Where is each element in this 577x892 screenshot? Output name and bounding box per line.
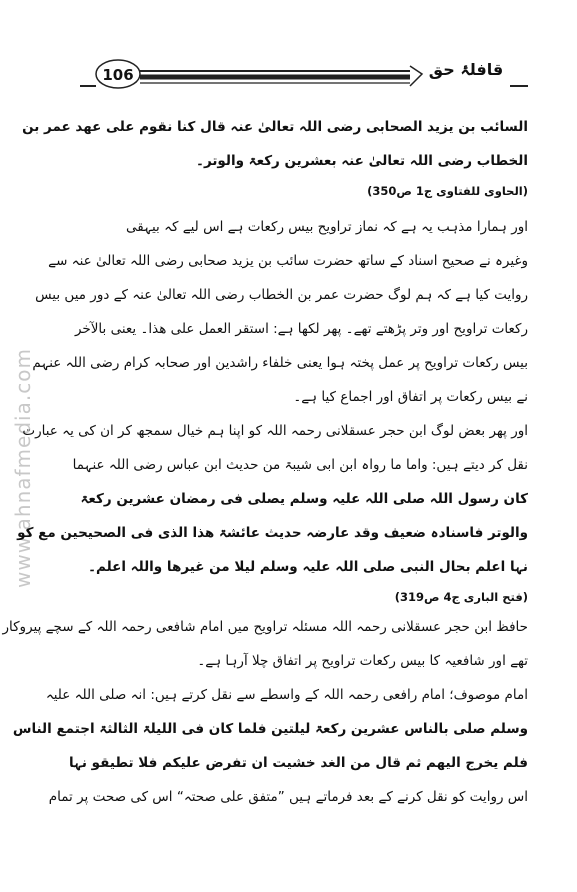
text-line: اور پھر بعض لوگ ابن حجر عسقلانی رحمہ اللہ کو اپنا ہم خیال سمجھ کر ان کی یہ عبارت: [22, 423, 528, 439]
text-line: والوتر فاسنادہ ضعیف وقد عارضہ حدیث عائشۃ ھذا الذی فی الصحیحین مع کو: [17, 525, 528, 541]
text-line: وسلم صلی بالناس عشرین رکعۃ لیلتین فلما کان فی اللیلۃ الثالثۃ اجتمع الناس: [12, 721, 528, 737]
text-line: کان رسول اللہ صلی اللہ علیہ وسلم یصلی فی رمضان عشرین رکعۃ: [80, 491, 528, 507]
text-line: رکعات تراویح اور وتر پڑھتے تھے۔ پھر لکھا ہے: استقر العمل علی ھذا۔ یعنی بالآخر: [74, 321, 528, 337]
text-line: وغیرہ نے صحیح اسناد کے ساتھ حضرت سائب بن یزید صحابی رضی اللہ تعالیٰ عنہ سے: [48, 253, 528, 269]
watermark-text: www.ahnafmedia.com: [11, 348, 35, 588]
text-line: امام موصوف؛ امام رافعی رحمہ اللہ کے واسطے سے نقل کرتے ہیں: انہ صلی اللہ علیہ: [45, 687, 528, 703]
text-line: بیس رکعات تراویح پر عمل پختہ ہوا یعنی خلفاء راشدین اور صحابہ کرام رضی اللہ عنہم: [32, 355, 528, 371]
text-line: نقل کر دیتے ہیں: واما ما رواہ ابن ابی شیبۃ من حدیث ابن عباس رضی اللہ عنہما: [72, 457, 528, 473]
text-line: اور ہمارا مذہب یہ ہے کہ نماز تراویح بیس رکعات ہے اس لیے کہ بیہقی: [125, 219, 528, 235]
text-line: نہا اعلم بحال النبی صلی اللہ علیہ وسلم لیلا من غیرھا واللہ اعلم۔: [88, 559, 528, 575]
running-title: قافلۂ حق: [428, 60, 504, 79]
text-line: روایت کیا ہے کہ ہم لوگ حضرت عمر بن الخطاب رضی اللہ تعالیٰ عنہ کے دور میں بیس: [35, 287, 528, 303]
text-line: اس روایت کو نقل کرنے کے بعد فرماتے ہیں ”متفق علی صحتہ“ اس کی صحت پر تمام: [48, 789, 528, 805]
text-line: تھے اور شافعیہ کا بیس رکعات تراویح پر اتفاق چلا آرہا ہے۔: [197, 653, 528, 669]
text-line: نے بیس رکعات پر اتفاق اور اجماع کیا ہے۔: [293, 389, 528, 405]
reference-citation: (فتح الباری ج4 ص319): [394, 590, 528, 604]
text-line: حافظ ابن حجر عسقلانی رحمہ اللہ مسئلہ تراویح میں امام شافعی رحمہ اللہ کے سچے پیروکار: [2, 619, 528, 635]
page-header: [70, 56, 528, 96]
text-line: فلم یخرج الیھم ثم قال من الغد خشیت ان تفرض علیکم فلا تطیقو نہا: [68, 755, 528, 771]
reference-citation: (الحاوی للفتاوی ج1 ص350): [367, 184, 528, 198]
text-line: الخطاب رضی اللہ تعالیٰ عنہ بعشرین رکعۃ والوتر۔: [196, 153, 528, 169]
text-line: السائب بن یزید الصحابی رضی اللہ تعالیٰ عنہ قال کنا نقوم علی عھد عمر بن: [22, 119, 528, 135]
page-number: 106: [102, 66, 134, 84]
